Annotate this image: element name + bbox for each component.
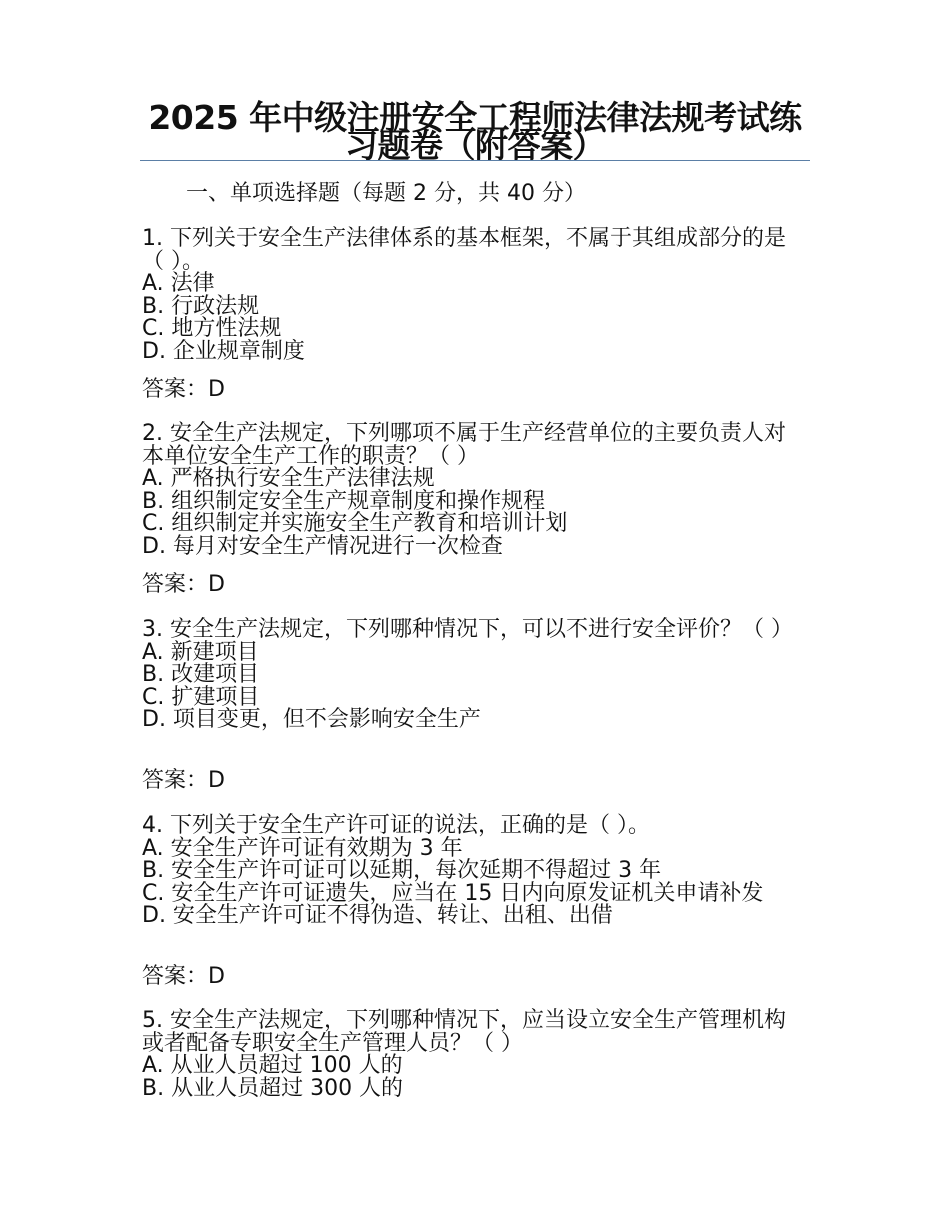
question-stem: 2. 安全生产法规定，下列哪项不属于生产经营单位的主要负责人对本单位安全生产工作的职责？（ ） xyxy=(142,421,786,469)
question-stem: 3. 安全生产法规定，下列哪种情况下，可以不进行安全评价？（ ） xyxy=(142,617,793,642)
option-c: C. 安全生产许可证遗失，应当在 15 日内向原发证机关申请补发 xyxy=(142,880,764,906)
answer-1: 答案：D xyxy=(142,377,225,402)
option-c: C. 扩建项目 xyxy=(142,684,260,710)
answer-3: 答案：D xyxy=(142,768,225,793)
option-b: B. 组织制定安全生产规章制度和操作规程 xyxy=(142,488,546,514)
answer-4: 答案：D xyxy=(142,964,225,989)
question-5 xyxy=(142,1010,802,1100)
question-2 xyxy=(142,423,802,558)
option-d: D. 项目变更，但不会影响安全生产 xyxy=(142,707,481,732)
option-a: A. 法律 xyxy=(142,271,215,296)
option-b: B. 安全生产许可证可以延期，每次延期不得超过 3 年 xyxy=(142,858,662,883)
option-d: D. 企业规章制度 xyxy=(142,338,305,364)
option-a: A. 严格执行安全生产法律法规 xyxy=(142,466,435,491)
option-b: B. 行政法规 xyxy=(142,293,260,319)
option-a: A. 新建项目 xyxy=(142,639,259,665)
option-d: D. 每月对安全生产情况进行一次检查 xyxy=(142,533,503,559)
question-stem: 5. 安全生产法规定，下列哪种情况下，应当设立安全生产管理机构或者配备专职安全生产管理人员？（ ） xyxy=(142,1008,786,1056)
question-4 xyxy=(142,815,802,928)
answer-2: 答案：D xyxy=(142,572,225,597)
option-b: B. 改建项目 xyxy=(142,662,260,687)
title-underline xyxy=(140,160,810,161)
question-1 xyxy=(142,228,802,363)
option-c: C. 组织制定并实施安全生产教育和培训计划 xyxy=(142,511,568,536)
option-a: A. 从业人员超过 100 人的 xyxy=(142,1053,403,1078)
question-stem: 4. 下列关于安全生产许可证的说法，正确的是（ ）。 xyxy=(142,813,650,838)
document-title: 2025 年中级注册安全工程师法律法规考试练习题卷（附答案） xyxy=(148,98,802,165)
option-b: B. 从业人员超过 300 人的 xyxy=(142,1075,404,1101)
section-heading: 一、单项选择题（每题 2 分，共 40 分） xyxy=(186,181,586,206)
option-c: C. 地方性法规 xyxy=(142,316,282,341)
question-stem: 1. 下列关于安全生产法律体系的基本框架，不属于其组成部分的是（ ）。 xyxy=(142,226,786,274)
question-3 xyxy=(142,619,802,732)
option-d: D. 安全生产许可证不得伪造、转让、出租、出借 xyxy=(142,903,613,928)
option-a: A. 安全生产许可证有效期为 3 年 xyxy=(142,835,463,861)
